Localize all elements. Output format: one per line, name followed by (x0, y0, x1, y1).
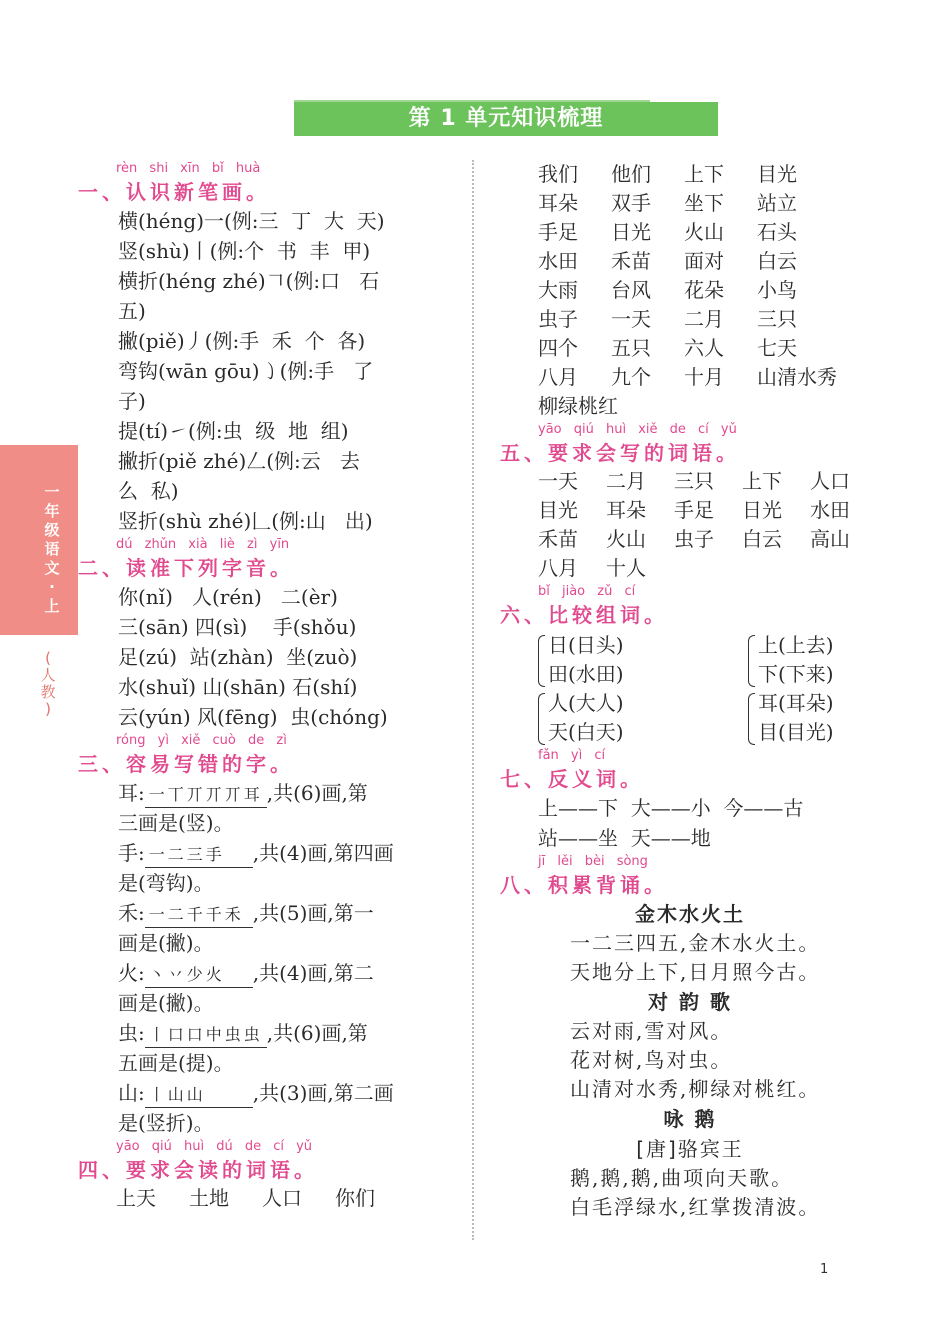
text-line: 撇折(piě zhé)𠃋(例:云 去 (118, 449, 360, 473)
stroke-item: 虫: 丨口口中虫虫 ,共(6)画,第 (78, 1018, 458, 1048)
word: 手足 (538, 220, 578, 244)
section-pinyin: rèn shi xīn bǐ huà (116, 161, 261, 176)
word: 他们 (611, 162, 651, 186)
word: 耳朵 (538, 191, 578, 215)
word: 七天 (757, 336, 797, 360)
section-heading: 三、容易写错的字。 (78, 752, 294, 776)
word: 一天 (611, 307, 651, 331)
word: 禾苗 (538, 527, 578, 551)
stroke-order: 一二千千禾 (145, 903, 253, 928)
column-divider (472, 160, 474, 1240)
text-line: 么 私) (118, 479, 179, 503)
left-column (78, 160, 458, 1213)
section-pinyin: jī lěi bèi sòng (538, 854, 648, 869)
word: 火山 (606, 527, 646, 551)
word: 日光 (611, 220, 651, 244)
word: 台风 (611, 278, 651, 302)
word: 花朵 (684, 278, 724, 302)
word: 我们 (538, 162, 578, 186)
poem-line: 天地分上下,日月照今古。 (570, 960, 821, 984)
word: 目光 (757, 162, 797, 186)
word: 面对 (684, 249, 724, 273)
text-line: 三画是(竖)。 (118, 811, 234, 835)
poem-line: 山清对水秀,柳绿对桃红。 (570, 1077, 821, 1101)
text-line: 五) (118, 299, 146, 323)
stroke-item: 山: 丨山山 ,共(3)画,第二画 (78, 1078, 458, 1108)
word: 三只 (757, 307, 797, 331)
word: 上下 (684, 162, 724, 186)
word: 耳朵 (606, 498, 646, 522)
text-line: 是(弯钩)。 (118, 871, 214, 895)
text-line: 画是(撇)。 (118, 991, 214, 1015)
text-line: 足(zú) 站(zhàn) 坐(zuò) (118, 645, 358, 669)
section-heading: 八、积累背诵。 (500, 873, 668, 897)
word: 禾苗 (611, 249, 651, 273)
word-grid (538, 160, 880, 421)
section-heading: 七、反义词。 (500, 767, 644, 791)
right-column (500, 160, 880, 1222)
word: 白云 (742, 527, 782, 551)
poem-line: 一二三四五,金木水火土。 (570, 931, 821, 955)
poem-title: 金木水火土 (635, 902, 745, 926)
text-line: 撇(piě)丿(例:手 禾 个 各) (118, 329, 366, 353)
word: 二月 (684, 307, 724, 331)
word: 坐下 (684, 191, 724, 215)
section-heading: 六、比较组词。 (500, 603, 668, 627)
text-line: 水(shuǐ) 山(shān) 石(shí) (118, 675, 358, 699)
text-line: 弯钩(wān gōu)㇁(例:手 了 (118, 359, 374, 383)
text-line: 五画是(提)。 (118, 1051, 234, 1075)
word: 水田 (538, 249, 578, 273)
text-line: 竖(shù)丨(例:个 书 丰 甲) (118, 239, 371, 263)
word: 白云 (757, 249, 797, 273)
word: 石头 (757, 220, 797, 244)
section-pinyin: dú zhǔn xià liè zì yīn (116, 537, 290, 552)
text-line: 上——下 大——小 今——古 (538, 796, 804, 820)
section-pinyin: yāo qiú huì xiě de cí yǔ (538, 422, 737, 437)
word: 二月 (606, 469, 646, 493)
compare-words (538, 631, 880, 747)
stroke-order: 一丅丌丌丌耳 (145, 783, 267, 808)
word: 大雨 (538, 278, 578, 302)
word: 九个 (611, 365, 651, 389)
poem-title: 咏 鹅 (663, 1107, 717, 1131)
word: 山清水秀 (757, 365, 837, 389)
poem-title: 对 韵 歌 (648, 990, 732, 1014)
word: 柳绿桃红 (538, 394, 618, 418)
word: 手足 (674, 498, 714, 522)
text-line: 站——坐 天——地 (538, 826, 711, 850)
word: 上天 (116, 1186, 156, 1210)
stroke-order: 丨山山 (145, 1083, 253, 1108)
word: 日光 (742, 498, 782, 522)
page-number: 1 (820, 1262, 829, 1277)
word-grid (116, 1184, 458, 1213)
text-line: 画是(撇)。 (118, 931, 214, 955)
word: 双手 (611, 191, 651, 215)
word: 虫子 (674, 527, 714, 551)
word: 三只 (674, 469, 714, 493)
word: 八月 (538, 365, 578, 389)
poem-line: 鹅,鹅,鹅,曲项向天歌。 (570, 1166, 794, 1190)
word: 人口 (810, 469, 850, 493)
word: 八月 (538, 556, 578, 580)
section-heading: 四、要求会读的词语。 (78, 1158, 318, 1182)
compare-pair: 上(上去) 下(下来) (748, 631, 898, 689)
section-heading: 五、要求会写的词语。 (500, 441, 740, 465)
text-line: 是(竖折)。 (118, 1111, 214, 1135)
word: 人口 (262, 1186, 302, 1210)
text-line: 你(nǐ) 人(rén) 二(èr) (118, 585, 338, 609)
text-line: 子) (118, 389, 146, 413)
stroke-item: 手: 一二三手 ,共(4)画,第四画 (78, 838, 458, 868)
word: 火山 (684, 220, 724, 244)
poem-line: 白毛浮绿水,红掌拨清波。 (570, 1195, 821, 1219)
section-pinyin: róng yì xiě cuò de zì (116, 733, 287, 748)
word: 上下 (742, 469, 782, 493)
word: 十人 (606, 556, 646, 580)
word: 十月 (684, 365, 724, 389)
stroke-order: 一二三手 (145, 843, 253, 868)
poem-line: 花对树,鸟对虫。 (570, 1048, 733, 1072)
page-title: 第 1 单元知识梳理 (294, 102, 718, 136)
word: 四个 (538, 336, 578, 360)
section-pinyin: yāo qiú huì dú de cí yǔ (116, 1139, 313, 1154)
stroke-order: 丨口口中虫虫 (145, 1023, 267, 1048)
poem-line: 云对雨,雪对风。 (570, 1019, 733, 1043)
text-line: 提(tí)㇀(例:虫 级 地 组) (118, 419, 349, 443)
word: 一天 (538, 469, 578, 493)
side-tab-label: 一 年 级 语 文 · 上 (44, 483, 60, 615)
stroke-order: 丶丷少火 (145, 963, 253, 988)
text-line: 竖折(shù zhé)𠃊(例:山 出) (118, 509, 373, 533)
side-tab (0, 445, 78, 635)
section-heading: 一、认识新笔画。 (78, 180, 270, 204)
stroke-item: 火: 丶丷少火 ,共(4)画,第二 (78, 958, 458, 988)
word: 水田 (810, 498, 850, 522)
word: 你们 (335, 1186, 375, 1210)
compare-pair: 日(日头) 田(水田) (538, 631, 688, 689)
stroke-item: 禾: 一二千千禾 ,共(5)画,第一 (78, 898, 458, 928)
text-line: 横(héng)一(例:三 丁 大 天) (118, 209, 385, 233)
stroke-item: 耳: 一丅丌丌丌耳 ,共(6)画,第 (78, 778, 458, 808)
word: 五只 (611, 336, 651, 360)
text-line: 云(yún) 风(fēng) 虫(chóng) (118, 705, 388, 729)
word: 六人 (684, 336, 724, 360)
word: 小鸟 (757, 278, 797, 302)
compare-pair: 人(大人) 天(白天) (538, 689, 688, 747)
text-line: 横折(héng zhé)𠃍(例:口 石 (118, 269, 380, 293)
word: 高山 (810, 527, 850, 551)
section-heading: 二、读准下列字音。 (78, 556, 294, 580)
section-pinyin: fǎn yì cí (538, 748, 606, 763)
word: 虫子 (538, 307, 578, 331)
text-line: 三(sān) 四(sì) 手(shǒu) (118, 615, 357, 639)
word-grid (538, 467, 880, 583)
word: 土地 (189, 1186, 229, 1210)
side-edition-label: ( 人 教 ) (40, 649, 56, 718)
section-pinyin: bǐ jiào zǔ cí (538, 584, 636, 599)
poem-author: [唐]骆宾王 (636, 1137, 744, 1161)
word: 站立 (757, 191, 797, 215)
compare-pair: 耳(耳朵) 目(目光) (748, 689, 898, 747)
word: 目光 (538, 498, 578, 522)
